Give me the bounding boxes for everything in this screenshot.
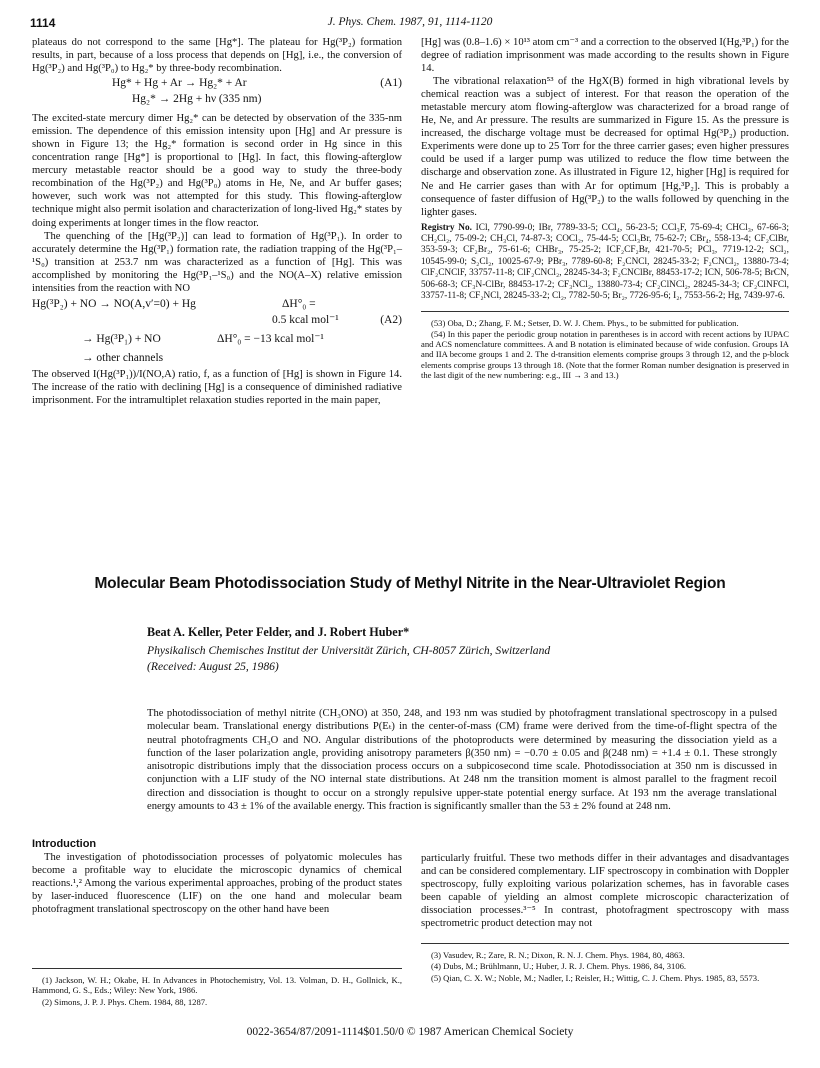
intro-left-column [32,838,402,916]
left-paragraph-4: The observed I(Hg(³P₁))/I(NO,A) ratio, f, as a function of [Hg] is shown in Figure 14. The increase of the ratio with declining [Hg] is a consequence of diminished radiative imprisonment. For the intramultiplet relaxation studies reported in the main paper, [32,368,402,406]
intro-right-column [421,852,789,930]
equation-a1-label: (A1) [380,77,402,90]
left-column [32,36,402,407]
introduction-heading: Introduction [32,838,97,850]
left-paragraph-3: The quenching of the [Hg(³P₂)] can lead to formation of Hg(³P₁). In order to accurately determine the Hg(³P₁) formation rate, the radiation trapping of the Hg(³P₁–¹S₀) transition at 253.7 nm was characterized as a function of [Hg]. This was accomplished by monitoring the Hg(³P₁–¹S₀) and the NO(A–X) relative emission intensities from the reaction with NO [32,230,402,294]
registry-text: ICl, 7790-99-0; IBr, 7789-33-5; CCl₄, 56-23-5; CCl₃F, 75-69-4; CHCl₃, 67-66-3; CH₂Cl₂, 75-09-2; CH₃Cl, 74-87-3; COCl₂, 75-44-5; CCl₃Br, 75-62-7; CBr₄, 558-13-4; CF₂ClBr, 353-59-3; CF₂Br₂, 75-61-6; CHBr₃, 75-25-2; ICF₂CF₂Br, 421-70-5; PCl₃, 7719-12-2; SCl₂, 10545-99-0; S₂Cl₂, 10025-67-9; PBr₃, 7789-60-8; F₂CNCl, 28245-33-2; F₂CNCl₂, 13880-73-4; ClF₂CNClF, 33757-11-8; ClF₂CNCl₂, 28245-34-3; F₂CNClBr, 88453-17-2; ICN, 506-78-5; BrCN, 506-68-3; CF₃N-ClBr, 88453-17-2; CF₃NCl₂, 13880-73-4; CF₂ClNCl₂, 28245-34-3; CF₂ClNFCl, 33757-11-8; CF₂NCl, 28245-33-2; Cl₂, 7782-50-5; Br₂, 7726-95-6; I₂, 7553-56-2; Hg, 7439-97-6. [421,222,789,302]
equation-a2-text: Hg(³P₂) + NO → NO(A,v′=0) + Hg [32,297,196,310]
page-number: 1114 [30,16,56,30]
intro-left-footnotes [32,975,402,1008]
intro-right-text: particularly fruitful. These two methods differ in their advantages and disadvantages and can be considered complementary. LIF spectroscopy in combination with Doppler spectroscopy, fully exploiting various polarization schemes, has in favorable cases been capable of yielding an almost complete microscopic characterization of dissociation processes.³⁻⁵ In contrast, photofragment spectroscopy with mass spectrometric product detection may not [421,853,789,930]
left-paragraph-1: plateaus do not correspond to the same [Hg*]. The plateau for Hg(³P₂) formation results, in part, because of a loss process that depends on [Hg], i.e., the conversion of Hg(³P₂) and Hg(³P₀) to Hg₂* by three-body recombination. [32,37,402,75]
right-paragraph-2: The vibrational relaxation⁵³ of the HgX(B) formed in high vibrational levels by chemical reaction was a subject of interest. For that reason the operation of the metastable mercury atom flowing-afterglow was characterized for a broad range of He, Ne, and Ar pressure. The results are summarized in Figure 15. As the pressure is increased, the discharge voltage must be decreased for optimal Hg(³P₂) production. Experiments were done up to 25 Torr for the three carrier gases; even higher pressures could be used if a larger pump was utilized to reduce the flow time between the discharge and observation zone. As illustrated in Figure 12, higher [Hg] is required for Ne and He carrier gases than with Ar for optimum [Hg,³P₂]. This is probably a consequence of faster diffusion of Hg(³P₂) to the walls followed by quenching in the lighter gases. [421,76,789,218]
equation-a2-line2 [32,333,402,349]
equation-a2-text3: → other channels [82,351,164,364]
article-title: Molecular Beam Photodissociation Study of Methyl Nitrite in the Near-Ultraviolet Region [94,575,726,592]
footnote-2: (2) Simons, J. P. J. Phys. Chem. 1984, 88, 1287. [42,996,208,1007]
equation-a1-line1 [32,77,402,93]
footnote-53: (53) Oba, D.; Zhang, F. M.; Setser, D. W. J. Chem. Phys., to be submitted for publication. [431,317,739,328]
footnote-54: (54) In this paper the periodic group notation in parentheses is in accord with recent actions by IUPAC and ACS nomenclature committees. A and B notation is eliminated because of wide confusion. Groups IA and IIA become groups 1 and 2. The d-transition elements comprise groups 3 through 12, and the p-block elements comprise groups 13 through 18. (Note that the former Roman number designation is preserved in the last digit of the new numbering: e.g., III → 3 and 13.) [421,328,789,380]
footnote-5: (5) Qian, C. X. W.; Noble, M.; Nadler, I.; Reisler, H.; Wittig, C. J. Chem. Phys. 1985, 83, 5573. [431,972,760,983]
right-paragraph-1: [Hg] was (0.8–1.6) × 10¹³ atom cm⁻³ and a correction to the observed I(Hg,³P₁) for the degree of radiation imprisonment was made according to the results shown in Figure 14. [421,37,789,75]
journal-header: J. Phys. Chem. 1987, 91, 1114-1120 [327,16,493,28]
page-footer: 0022-3654/87/2091-1114$01.50/0 © 1987 American Chemical Society [246,1026,574,1038]
registry-label: Registry No. [421,222,472,233]
equation-a1-text2: Hg₂* → 2Hg + hν (335 nm) [132,93,262,106]
intro-right-footnote-divider [421,943,789,944]
equation-a2-line1b [32,314,402,330]
authors: Beat A. Keller, Peter Felder, and J. Robert Huber* [147,625,410,639]
received-date: (Received: August 25, 1986) [147,660,279,673]
registry-numbers [421,223,789,303]
intro-left-footnote-divider [32,968,402,969]
equation-a1-text: Hg* + Hg + Ar → Hg₂* + Ar [112,77,247,90]
left-paragraph-2: The excited-state mercury dimer Hg₂* can be detected by observation of the 335-nm emission. The dependence of this emission intensity upon [Hg] and Ar pressure is shown in Figure 13; the Hg₂* formation is second order in Hg since in this concentration range [Hg*] is proportional to [Hg]. In fact, this flowing-afterglow mercury metastable reactor should be a good way to study the three-body recombination of the Hg(³P₂) and Hg(³P₀) atoms in He, Ne, and Ar buffer gases; however, such work was not attempted for this study. This flowing-afterglow technique might also permit isolation and characterization of long-lived Hg₂* states by doing experiments at longer times in the flow reactor. [32,113,402,229]
intro-right-footnotes [421,950,789,984]
equation-a2-label: (A2) [380,313,402,326]
footnotes-top [421,318,789,381]
equation-a2-dh1: ΔH°₀ = [282,297,316,310]
equation-a2-dh2: ΔH°₀ = −13 kcal mol⁻¹ [217,332,324,345]
equation-a1-line2 [32,93,402,109]
footnote-4: (4) Dubs, M.; Brühlmann, U.; Huber, J. R. J. Chem. Phys. 1986, 84, 3106. [431,961,687,972]
right-column [421,36,789,381]
equation-a2-text2: → Hg(³P₁) + NO [82,332,161,345]
footnote-3: (3) Vasudev, R.; Zare, R. N.; Dixon, R. N. J. Chem. Phys. 1984, 80, 4863. [431,950,685,960]
equation-a2-line3 [32,352,402,368]
equation-a2-dh1b: 0.5 kcal mol⁻¹ [272,313,339,326]
equation-a2-line1 [32,298,402,314]
affiliation: Physikalisch Chemisches Institut der Universität Zürich, CH-8057 Zürich, Switzerland [147,644,551,657]
abstract: The photodissociation of methyl nitrite (CH₃ONO) at 350, 248, and 193 nm was studied by photofragment translational spectroscopy in a pulsed molecular beam. Translational energy distributions P(Eₜ) in the center-of-mass (CM) frame were derived from the time-of-flight spectra of the neutral photofragments CH₃O and NO. Angular distributions of the photoproducts were determined by measuring the dissociation yield as a function of the laser polarization angle, providing anisotropy parameters β(350 nm) = −0.70 ± 0.05 and β(248 nm) = +1.4 ± 0.1. These strongly anisotropic distributions imply that the dissociation process occurs on a subpicosecond time scale. Photodissociation at 350 nm is discussed in conjunction with a LIF study of the NO internal state distributions. At 248 nm the transition moment is almost parallel to the fragment recoil direction and dissociation is thought to occur on a strongly repulsive upper-state potential energy surface. At 193 nm the average translational energy amounts to 43 ± 1% of the available energy. This fraction is significantly smaller than the 53 ± 2% found at 248 nm. [147,708,777,813]
footnote-divider [421,311,789,312]
footnote-1: (1) Jackson, W. H.; Okabe, H. In Advances in Photochemistry, Vol. 13. Volman, D. H., Gollnick, K., Hammond, G. S., Eds.; Wiley: New York, 1986. [32,975,402,996]
intro-left-text: The investigation of photodissociation processes of polyatomic molecules has become a profitable way to elucidate the microscopic dynamics of chemical reactions.¹,² Among the various experimental approaches, probing of the product states by laser-induced fluorescence (LIF) on the one hand and molecular beam photofragment translational spectroscopy on the other hand have been [32,852,402,916]
